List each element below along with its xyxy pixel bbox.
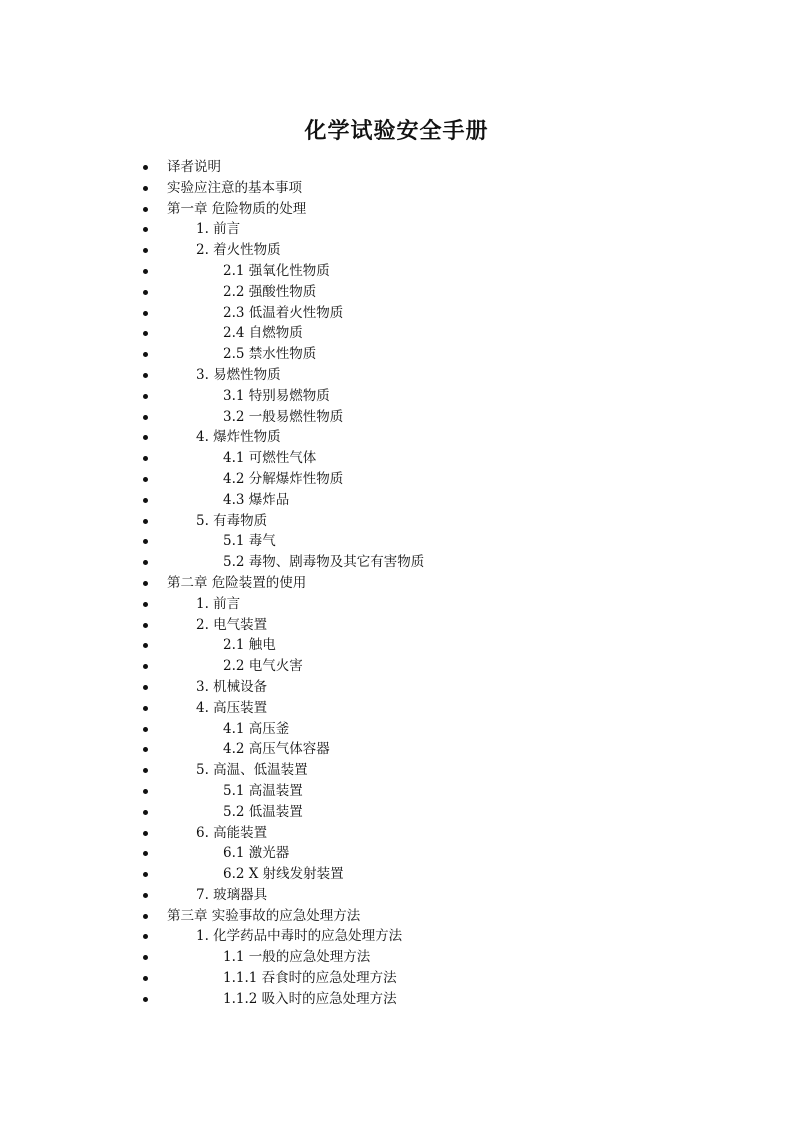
toc-item-label: 5. 有毒物质 — [196, 512, 268, 529]
toc-item-label: 5.2 低温装置 — [223, 803, 303, 820]
bullet-icon — [143, 976, 148, 981]
bullet-icon — [143, 248, 148, 253]
bullet-icon — [143, 186, 148, 191]
toc-item-label: 第一章 危险物质的处理 — [167, 200, 307, 217]
bullet-icon — [143, 934, 148, 939]
toc-item — [0, 615, 793, 636]
bullet-icon — [143, 165, 148, 170]
toc-item-label: 1. 前言 — [196, 595, 241, 612]
bullet-icon — [143, 831, 148, 836]
toc-item-label: 第三章 实验事故的应急处理方法 — [167, 907, 361, 924]
bullet-icon — [143, 581, 148, 586]
toc-item — [0, 739, 793, 760]
bullet-icon — [143, 623, 148, 628]
toc-item-label: 2.4 自燃物质 — [223, 325, 303, 342]
toc-item — [0, 282, 793, 303]
bullet-icon — [143, 477, 148, 482]
toc-item — [0, 864, 793, 885]
toc-item — [0, 573, 793, 594]
toc-item-label: 4. 爆炸性物质 — [196, 429, 281, 446]
toc-item — [0, 885, 793, 906]
toc-item-label: 3.1 特别易燃物质 — [223, 387, 330, 404]
toc-item — [0, 677, 793, 698]
toc-item — [0, 199, 793, 220]
toc-item — [0, 219, 793, 240]
bullet-icon — [143, 602, 148, 607]
toc-item — [0, 947, 793, 968]
toc-item-label: 5.1 毒气 — [223, 533, 276, 550]
toc-item-label: 2.1 强氧化性物质 — [223, 262, 330, 279]
toc-item-label: 3.2 一般易燃性物质 — [223, 408, 344, 425]
bullet-icon — [143, 539, 148, 544]
toc-item — [0, 157, 793, 178]
toc-item — [0, 781, 793, 802]
toc-item-label: 6.1 激光器 — [223, 845, 290, 862]
toc-item — [0, 490, 793, 511]
page-title: 化学试验安全手册 — [304, 117, 489, 144]
toc-item-label: 1.1.1 吞食时的应急处理方法 — [223, 970, 397, 987]
bullet-icon — [143, 810, 148, 815]
bullet-icon — [143, 768, 148, 773]
toc-item-label: 4.2 分解爆炸性物质 — [223, 470, 344, 487]
toc-item-label: 5.2 毒物、剧毒物及其它有害物质 — [223, 554, 425, 571]
bullet-icon — [143, 373, 148, 378]
bullet-icon — [143, 415, 148, 420]
toc-item-label: 1.1.2 吸入时的应急处理方法 — [223, 990, 397, 1007]
bullet-icon — [143, 851, 148, 856]
bullet-icon — [143, 290, 148, 295]
bullet-icon — [143, 331, 148, 336]
toc-item — [0, 365, 793, 386]
toc-item — [0, 698, 793, 719]
toc-item-label: 1. 前言 — [196, 221, 241, 238]
toc-item-label: 2.3 低温着火性物质 — [223, 304, 344, 321]
table-of-contents — [0, 157, 793, 1010]
toc-item — [0, 989, 793, 1010]
bullet-icon — [143, 643, 148, 648]
toc-item — [0, 407, 793, 428]
toc-item-label: 4. 高压装置 — [196, 699, 268, 716]
toc-item-label: 6.2 X 射线发射装置 — [223, 866, 344, 883]
bullet-icon — [143, 560, 148, 565]
toc-item — [0, 469, 793, 490]
toc-item-label: 1.1 一般的应急处理方法 — [223, 949, 371, 966]
toc-item-label: 4.1 高压釜 — [223, 720, 290, 737]
toc-item-label: 2. 电气装置 — [196, 616, 268, 633]
toc-item — [0, 656, 793, 677]
toc-item — [0, 448, 793, 469]
bullet-icon — [143, 207, 148, 212]
bullet-icon — [143, 352, 148, 357]
bullet-icon — [143, 706, 148, 711]
toc-item-label: 2.5 禁水性物质 — [223, 346, 317, 363]
toc-item-label: 3. 易燃性物质 — [196, 366, 281, 383]
toc-item-label: 5.1 高温装置 — [223, 782, 303, 799]
toc-item-label: 译者说明 — [167, 159, 221, 175]
bullet-icon — [143, 997, 148, 1002]
toc-item — [0, 635, 793, 656]
toc-item — [0, 261, 793, 282]
toc-item-label: 2. 着火性物质 — [196, 242, 281, 259]
toc-item — [0, 344, 793, 365]
bullet-icon — [143, 311, 148, 316]
toc-item — [0, 906, 793, 927]
toc-item — [0, 303, 793, 324]
toc-item — [0, 719, 793, 740]
toc-item — [0, 552, 793, 573]
toc-item-label: 2.2 强酸性物质 — [223, 283, 317, 300]
toc-item — [0, 760, 793, 781]
bullet-icon — [143, 227, 148, 232]
bullet-icon — [143, 435, 148, 440]
toc-item-label: 3. 机械设备 — [196, 678, 268, 695]
toc-item-label: 5. 高温、低温装置 — [196, 762, 308, 779]
toc-item — [0, 531, 793, 552]
toc-item-label: 6. 高能装置 — [196, 824, 268, 841]
toc-item-label: 实验应注意的基本事项 — [167, 179, 302, 196]
toc-item — [0, 843, 793, 864]
toc-item — [0, 323, 793, 344]
toc-item-label: 第二章 危险装置的使用 — [167, 574, 307, 591]
toc-item-label: 2.1 触电 — [223, 637, 276, 654]
toc-item-label: 2.2 电气火害 — [223, 658, 303, 675]
toc-item-label: 1. 化学药品中毒时的应急处理方法 — [196, 928, 403, 945]
toc-item — [0, 802, 793, 823]
bullet-icon — [143, 789, 148, 794]
bullet-icon — [143, 519, 148, 524]
toc-item-label: 4.1 可燃性气体 — [223, 450, 317, 467]
toc-item — [0, 427, 793, 448]
bullet-icon — [143, 727, 148, 732]
toc-item — [0, 926, 793, 947]
toc-item — [0, 240, 793, 261]
bullet-icon — [143, 269, 148, 274]
bullet-icon — [143, 893, 148, 898]
bullet-icon — [143, 914, 148, 919]
toc-item-label: 4.3 爆炸品 — [223, 491, 290, 508]
toc-item — [0, 511, 793, 532]
toc-item-label: 7. 玻璃器具 — [196, 886, 268, 903]
bullet-icon — [143, 747, 148, 752]
bullet-icon — [143, 456, 148, 461]
toc-item — [0, 178, 793, 199]
toc-item — [0, 968, 793, 989]
toc-item — [0, 386, 793, 407]
bullet-icon — [143, 872, 148, 877]
toc-item — [0, 823, 793, 844]
bullet-icon — [143, 498, 148, 503]
toc-item — [0, 594, 793, 615]
bullet-icon — [143, 685, 148, 690]
bullet-icon — [143, 955, 148, 960]
bullet-icon — [143, 664, 148, 669]
bullet-icon — [143, 394, 148, 399]
toc-item-label: 4.2 高压气体容器 — [223, 741, 330, 758]
